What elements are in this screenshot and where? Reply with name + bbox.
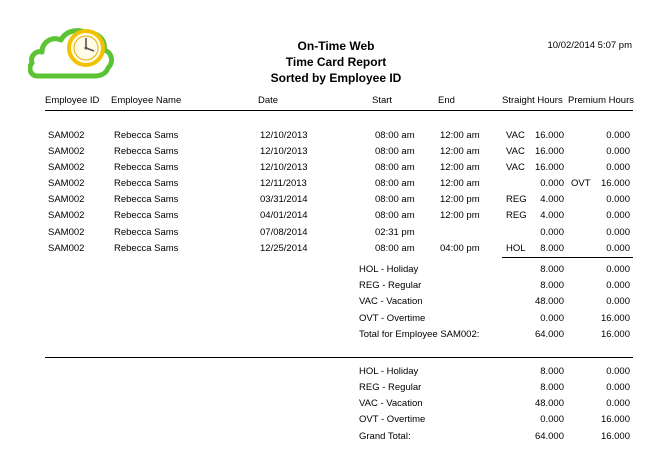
premium-hours-cell: 0.000 (606, 194, 630, 205)
report-title: On-Time Web (297, 39, 375, 53)
summary-straight-hours: 64.000 (534, 431, 564, 442)
straight-code-cell: VAC (506, 146, 525, 157)
table-row (0, 162, 672, 176)
employee-name-cell: Rebecca Sams (114, 162, 179, 173)
summary-label: OVT - Overtime (359, 313, 426, 324)
straight-code-cell: VAC (506, 130, 525, 141)
hours-subtotal-rule (502, 257, 633, 258)
date-cell: 03/31/2014 (260, 194, 308, 205)
report-sort-line: Sorted by Employee ID (270, 71, 402, 85)
employee-name-cell: Rebecca Sams (114, 178, 179, 189)
column-header-employee-id: Employee ID (45, 95, 100, 106)
summary-straight-hours: 48.000 (534, 296, 564, 307)
summary-premium-hours: 16.000 (600, 414, 630, 425)
summary-premium-hours: 0.000 (606, 264, 630, 275)
start-cell: 08:00 am (375, 178, 415, 189)
premium-hours-cell: 0.000 (606, 243, 630, 254)
summary-label: OVT - Overtime (359, 414, 426, 425)
grand-summary-divider (45, 357, 633, 358)
summary-straight-hours: 0.000 (540, 414, 564, 425)
start-cell: 08:00 am (375, 162, 415, 173)
premium-hours-cell: 0.000 (606, 162, 630, 173)
employee-name-cell: Rebecca Sams (114, 243, 179, 254)
straight-code-cell: VAC (506, 162, 525, 173)
premium-hours-cell: 0.000 (606, 210, 630, 221)
straight-hours-cell: 4.000 (540, 210, 564, 221)
end-cell: 12:00 pm (440, 210, 480, 221)
employee-name-cell: Rebecca Sams (114, 194, 179, 205)
table-row (0, 210, 672, 224)
start-cell: 02:31 pm (375, 227, 415, 238)
table-row (0, 178, 672, 192)
summary-premium-hours: 0.000 (606, 398, 630, 409)
start-cell: 08:00 am (375, 243, 415, 254)
summary-straight-hours: 8.000 (540, 366, 564, 377)
table-row (0, 146, 672, 160)
premium-hours-cell: 16.000 (600, 178, 630, 189)
start-cell: 08:00 am (375, 146, 415, 157)
date-cell: 12/10/2013 (260, 130, 308, 141)
summary-label: Grand Total: (359, 431, 411, 442)
premium-code-cell: OVT (571, 178, 591, 189)
summary-label: HOL - Holiday (359, 366, 419, 377)
end-cell: 12:00 am (440, 162, 480, 173)
summary-premium-hours: 0.000 (606, 366, 630, 377)
straight-code-cell: REG (506, 210, 527, 221)
summary-row (0, 382, 672, 396)
summary-label: REG - Regular (359, 382, 422, 393)
date-cell: 12/25/2014 (260, 243, 308, 254)
summary-row (0, 414, 672, 428)
date-cell: 04/01/2014 (260, 210, 308, 221)
column-header-premium-hours: Premium Hours (568, 95, 634, 106)
table-row (0, 227, 672, 241)
summary-premium-hours: 0.000 (606, 382, 630, 393)
summary-label: Total for Employee SAM002: (359, 329, 480, 340)
summary-label: VAC - Vacation (359, 296, 423, 307)
table-row (0, 194, 672, 208)
employee-name-cell: Rebecca Sams (114, 227, 179, 238)
start-cell: 08:00 am (375, 194, 415, 205)
summary-straight-hours: 8.000 (540, 264, 564, 275)
column-header-straight-hours: Straight Hours (502, 95, 563, 106)
table-row (0, 130, 672, 144)
summary-straight-hours: 0.000 (540, 313, 564, 324)
date-cell: 12/11/2013 (260, 178, 307, 189)
summary-row (0, 264, 672, 278)
employee-id-cell: SAM002 (48, 130, 85, 141)
summary-straight-hours: 8.000 (540, 280, 564, 291)
employee-name-cell: Rebecca Sams (114, 146, 179, 157)
summary-premium-hours: 0.000 (606, 280, 630, 291)
report-timestamp: 10/02/2014 5:07 pm (547, 40, 632, 51)
employee-id-cell: SAM002 (48, 227, 85, 238)
premium-hours-cell: 0.000 (606, 130, 630, 141)
date-cell: 07/08/2014 (260, 227, 308, 238)
summary-label: REG - Regular (359, 280, 422, 291)
summary-row (0, 366, 672, 380)
end-cell: 12:00 pm (440, 194, 480, 205)
summary-premium-hours: 0.000 (606, 296, 630, 307)
summary-row (0, 296, 672, 310)
column-header-start: Start (372, 95, 393, 106)
summary-premium-hours: 16.000 (600, 313, 630, 324)
straight-hours-cell: 8.000 (540, 243, 564, 254)
date-cell: 12/10/2013 (260, 162, 308, 173)
summary-row (0, 398, 672, 412)
grand-total-row (0, 431, 672, 445)
end-cell: 04:00 pm (440, 243, 480, 254)
summary-straight-hours: 48.000 (534, 398, 564, 409)
column-header-end: End (438, 95, 455, 106)
employee-id-cell: SAM002 (48, 243, 85, 254)
end-cell: 12:00 am (440, 178, 480, 189)
table-row (0, 243, 672, 257)
header-divider (45, 110, 633, 111)
column-header-employee-name: Employee Name (111, 95, 182, 106)
straight-code-cell: REG (506, 194, 527, 205)
summary-premium-hours: 16.000 (600, 431, 630, 442)
employee-id-cell: SAM002 (48, 162, 85, 173)
straight-hours-cell: 0.000 (540, 227, 564, 238)
start-cell: 08:00 am (375, 210, 415, 221)
employee-id-cell: SAM002 (48, 146, 85, 157)
premium-hours-cell: 0.000 (606, 227, 630, 238)
summary-label: HOL - Holiday (359, 264, 419, 275)
summary-premium-hours: 16.000 (600, 329, 630, 340)
premium-hours-cell: 0.000 (606, 146, 630, 157)
straight-hours-cell: 16.000 (534, 130, 564, 141)
end-cell: 12:00 am (440, 146, 480, 157)
column-header-date: Date (258, 95, 279, 106)
straight-hours-cell: 4.000 (540, 194, 564, 205)
summary-total-row (0, 329, 672, 343)
summary-row (0, 313, 672, 327)
employee-id-cell: SAM002 (48, 194, 85, 205)
straight-hours-cell: 16.000 (534, 162, 564, 173)
straight-hours-cell: 0.000 (540, 178, 564, 189)
summary-straight-hours: 8.000 (540, 382, 564, 393)
employee-name-cell: Rebecca Sams (114, 210, 179, 221)
employee-id-cell: SAM002 (48, 210, 85, 221)
cloud-clock-icon (28, 26, 114, 82)
straight-code-cell: HOL (506, 243, 526, 254)
report-subtitle: Time Card Report (285, 55, 387, 69)
straight-hours-cell: 16.000 (534, 146, 564, 157)
start-cell: 08:00 am (375, 130, 415, 141)
end-cell: 12:00 am (440, 130, 480, 141)
summary-label: VAC - Vacation (359, 398, 423, 409)
summary-straight-hours: 64.000 (534, 329, 564, 340)
summary-row (0, 280, 672, 294)
employee-name-cell: Rebecca Sams (114, 130, 179, 141)
employee-id-cell: SAM002 (48, 178, 85, 189)
date-cell: 12/10/2013 (260, 146, 308, 157)
